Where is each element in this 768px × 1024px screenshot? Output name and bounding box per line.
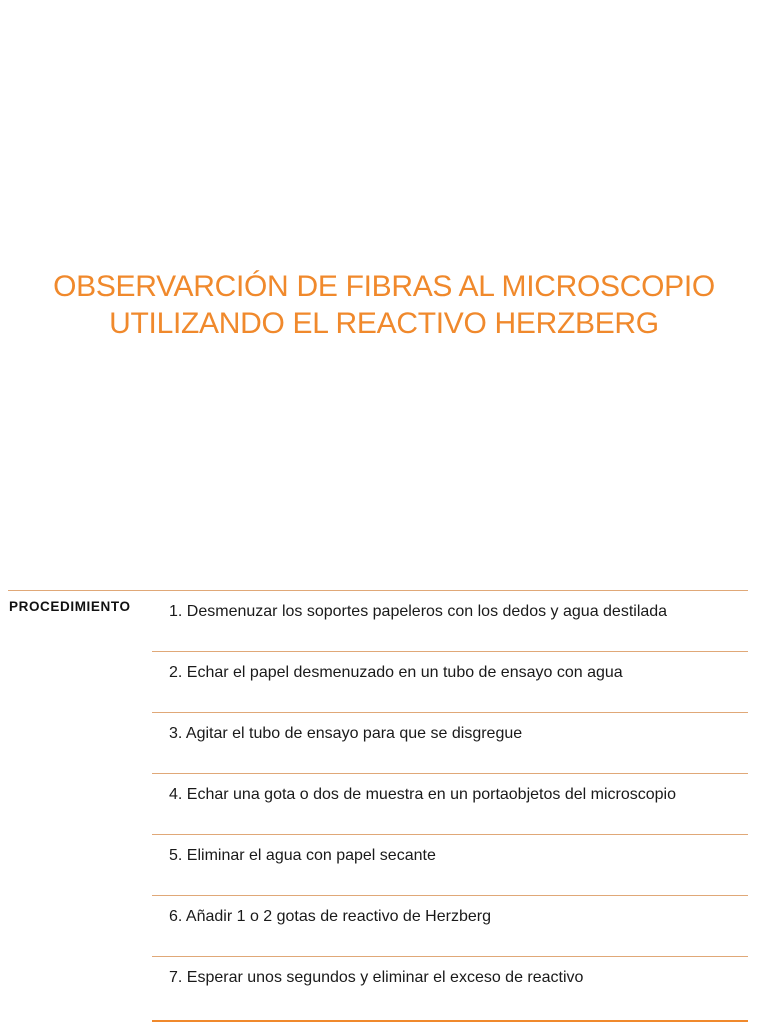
procedure-step-7	[152, 957, 748, 1022]
procedure-step-4	[152, 774, 748, 835]
procedure-step-1	[152, 591, 748, 652]
slide-title-line-2: UTILIZANDO EL REACTIVO HERZBERG	[109, 307, 659, 341]
procedure-step-6	[152, 896, 748, 957]
procedure-step-text: 3. Agitar el tubo de ensayo para que se disgregue	[169, 725, 523, 742]
procedure-step-text: 2. Echar el papel desmenuzado en un tubo de ensayo con agua	[169, 664, 623, 681]
procedure-step-text: 6. Añadir 1 o 2 gotas de reactivo de Herzberg	[169, 908, 491, 925]
procedure-label: PROCEDIMIENTO	[9, 599, 131, 614]
procedure-step-3	[152, 713, 748, 774]
procedure-step-text: 7. Esperar unos segundos y eliminar el exceso de reactivo	[169, 969, 584, 986]
slide-title-line-1: OBSERVARCIÓN DE FIBRAS AL MICROSCOPIO	[53, 270, 715, 304]
procedure-step-5	[152, 835, 748, 896]
procedure-steps-list	[152, 591, 748, 1022]
slide-title	[20, 268, 748, 342]
procedure-step-text: 5. Eliminar el agua con papel secante	[169, 847, 436, 864]
procedure-step-text: 4. Echar una gota o dos de muestra en un portaobjetos del microscopio	[169, 786, 676, 803]
procedure-step-text: 1. Desmenuzar los soportes papeleros con los dedos y agua destilada	[169, 603, 668, 620]
procedure-step-2	[152, 652, 748, 713]
